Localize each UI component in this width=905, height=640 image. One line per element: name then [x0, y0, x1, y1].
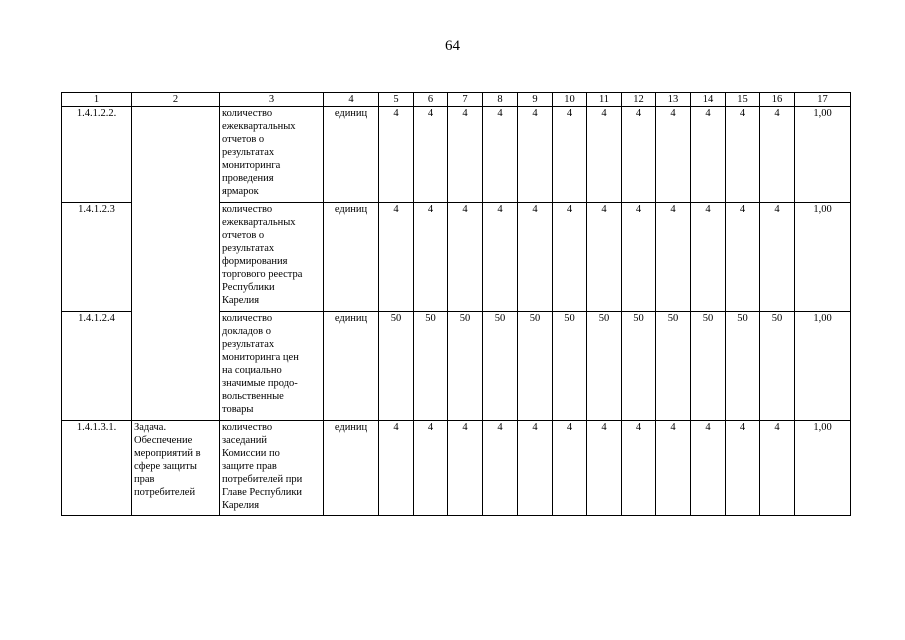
- value-cell: 50: [414, 312, 448, 421]
- value-cell: 4: [379, 421, 414, 516]
- value-cell: 50: [587, 312, 622, 421]
- value-cell: 50: [518, 312, 553, 421]
- text-line: результатах: [222, 147, 275, 158]
- value-cell: 4: [622, 107, 656, 203]
- text-line: результатах: [222, 243, 275, 254]
- text-line: количество: [222, 204, 273, 215]
- text-line: мероприятий в: [134, 448, 201, 459]
- header-row: [62, 93, 851, 107]
- text-line: количество: [222, 108, 273, 119]
- header-cell: 1: [62, 93, 132, 107]
- text-line: Обеспечение: [134, 435, 193, 446]
- header-cell: 15: [726, 93, 760, 107]
- text-line: отчетов о: [222, 230, 265, 241]
- value-cell: 4: [587, 421, 622, 516]
- value-cell: 4: [760, 107, 795, 203]
- header-cell: 16: [760, 93, 795, 107]
- value-cell: 4: [518, 203, 553, 312]
- value-cell: 4: [691, 421, 726, 516]
- value-cell: 50: [553, 312, 587, 421]
- value-cell: 4: [726, 203, 760, 312]
- value-cell: 4: [726, 107, 760, 203]
- page-number: 64: [445, 38, 460, 54]
- text-line: количество: [222, 422, 273, 433]
- value-cell: 4: [622, 421, 656, 516]
- text-line: вольственные: [222, 391, 284, 402]
- value-cell: 50: [448, 312, 483, 421]
- value-cell: 4: [379, 203, 414, 312]
- unit-cell: единиц: [324, 312, 379, 421]
- text-line: результатах: [222, 339, 275, 350]
- value-cell: 4: [587, 107, 622, 203]
- text-line: ярмарок: [222, 186, 259, 197]
- value-cell: 4: [414, 421, 448, 516]
- header-cell: 9: [518, 93, 553, 107]
- value-cell: 50: [622, 312, 656, 421]
- text-line: мониторинга: [222, 160, 281, 171]
- text-line: отчетов о: [222, 134, 265, 145]
- value-cell: 4: [691, 203, 726, 312]
- text-line: торгового реестра: [222, 269, 303, 280]
- table-row: [62, 421, 851, 516]
- header-cell: 6: [414, 93, 448, 107]
- row-code-cell: 1.4.1.2.4: [62, 312, 132, 421]
- header-cell: 7: [448, 93, 483, 107]
- text-line: прав: [134, 474, 155, 485]
- text-line: Республики: [222, 282, 275, 293]
- value-cell: 4: [483, 203, 518, 312]
- row-code-cell: 1.4.1.3.1.: [62, 421, 132, 516]
- value-cell: 4: [587, 203, 622, 312]
- text-line: Главе Республики: [222, 487, 303, 498]
- header-cell: 4: [324, 93, 379, 107]
- value-cell: 4: [622, 203, 656, 312]
- indicator-table: [61, 92, 851, 516]
- text-line: значимые продо-: [222, 378, 298, 389]
- value-cell: 50: [691, 312, 726, 421]
- text-line: количество: [222, 313, 273, 324]
- unit-cell: единиц: [324, 421, 379, 516]
- ratio-cell: 1,00: [795, 312, 851, 421]
- row-code-cell: 1.4.1.2.3: [62, 203, 132, 312]
- value-cell: 4: [656, 203, 691, 312]
- header-cell: 8: [483, 93, 518, 107]
- value-cell: 50: [379, 312, 414, 421]
- value-cell: 4: [553, 107, 587, 203]
- value-cell: 4: [483, 421, 518, 516]
- text-line: защите прав: [222, 461, 277, 472]
- value-cell: 4: [656, 421, 691, 516]
- indicator-cell: [220, 203, 324, 312]
- header-cell: 14: [691, 93, 726, 107]
- task-cell: [132, 107, 220, 421]
- value-cell: 4: [553, 421, 587, 516]
- value-cell: 4: [760, 203, 795, 312]
- text-line: Задача.: [134, 422, 167, 433]
- value-cell: 4: [760, 421, 795, 516]
- value-cell: 4: [518, 421, 553, 516]
- task-cell: [132, 421, 220, 516]
- ratio-cell: 1,00: [795, 107, 851, 203]
- text-line: проведения: [222, 173, 274, 184]
- value-cell: 4: [483, 107, 518, 203]
- ratio-cell: 1,00: [795, 421, 851, 516]
- header-cell: 17: [795, 93, 851, 107]
- value-cell: 4: [448, 107, 483, 203]
- value-cell: 50: [760, 312, 795, 421]
- value-cell: 4: [726, 421, 760, 516]
- header-cell: 12: [622, 93, 656, 107]
- value-cell: 4: [448, 421, 483, 516]
- text-line: мониторинга цен: [222, 352, 299, 363]
- value-cell: 50: [483, 312, 518, 421]
- value-cell: 4: [414, 203, 448, 312]
- text-line: Комиссии по: [222, 448, 280, 459]
- header-cell: 5: [379, 93, 414, 107]
- header-cell: 11: [587, 93, 622, 107]
- value-cell: 4: [656, 107, 691, 203]
- text-line: Карелия: [222, 295, 260, 306]
- value-cell: 50: [656, 312, 691, 421]
- text-line: потребителей при: [222, 474, 303, 485]
- text-line: докладов о: [222, 326, 272, 337]
- text-line: ежеквартальных: [222, 217, 296, 228]
- ratio-cell: 1,00: [795, 203, 851, 312]
- text-line: товары: [222, 404, 254, 415]
- header-cell: 13: [656, 93, 691, 107]
- unit-cell: единиц: [324, 107, 379, 203]
- indicator-cell: [220, 421, 324, 516]
- text-line: сфере защиты: [134, 461, 197, 472]
- value-cell: 4: [379, 107, 414, 203]
- value-cell: 4: [448, 203, 483, 312]
- text-line: ежеквартальных: [222, 121, 296, 132]
- value-cell: 4: [518, 107, 553, 203]
- value-cell: 50: [726, 312, 760, 421]
- indicator-cell: [220, 107, 324, 203]
- value-cell: 4: [553, 203, 587, 312]
- text-line: Карелия: [222, 500, 260, 511]
- unit-cell: единиц: [324, 203, 379, 312]
- text-line: заседаний: [222, 435, 267, 446]
- text-line: формирования: [222, 256, 288, 267]
- value-cell: 4: [691, 107, 726, 203]
- indicator-cell: [220, 312, 324, 421]
- table-row: [62, 107, 851, 203]
- header-cell: 3: [220, 93, 324, 107]
- value-cell: 4: [414, 107, 448, 203]
- row-code-cell: 1.4.1.2.2.: [62, 107, 132, 203]
- text-line: на социально: [222, 365, 282, 376]
- header-cell: 10: [553, 93, 587, 107]
- header-cell: 2: [132, 93, 220, 107]
- text-line: потребителей: [134, 487, 196, 498]
